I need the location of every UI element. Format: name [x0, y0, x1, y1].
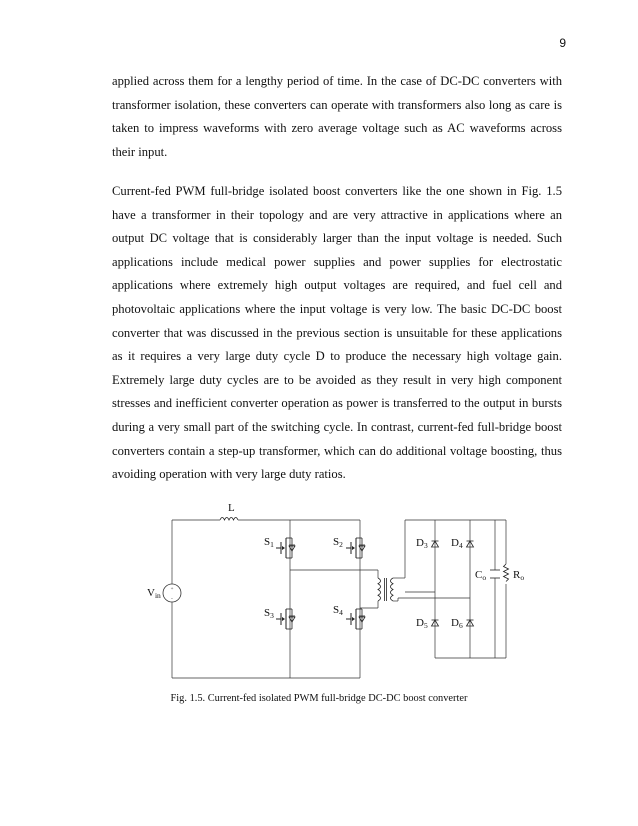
switch-s2-symbol	[346, 538, 365, 558]
label-s3: S3	[264, 607, 274, 620]
resistor-symbol	[504, 564, 509, 582]
svg-text:+: +	[170, 587, 174, 592]
circuit-figure	[140, 498, 530, 688]
label-s2: S2	[333, 536, 343, 549]
switch-s1-symbol	[276, 538, 295, 558]
figure-caption: Fig. 1.5. Current-fed isolated PWM full-bridge DC-DC boost converter	[170, 693, 468, 704]
switch-s4-symbol	[346, 609, 365, 629]
page-number: 9	[559, 36, 566, 50]
label-ro: Ro	[513, 569, 525, 582]
label-d4: D4	[451, 537, 463, 550]
label-d5: D5	[416, 617, 428, 630]
label-d6: D6	[451, 617, 463, 630]
transformer-symbol	[378, 578, 393, 601]
label-inductor: L	[228, 502, 235, 514]
capacitor-symbol	[490, 570, 500, 578]
label-s4: S4	[333, 604, 343, 617]
paragraph-2: Current-fed PWM full-bridge isolated boost converters like the one shown in Fig. 1.5 have a transformer in their topology and are very attractive in applications where an output DC voltage that is considerably larger than the input voltage is needed. Such applications include medical power supplies and power supplies for electrostatic applications where extremely high output voltages are required, and fuel cell and photovoltaic applications where the input voltage is very low. The basic DC-DC boost converter that was discussed in the previous section is unsuitable for these applications as it requires a very large duty cycle D to produce the necessary high voltage gain. Extremely large duty cycles are to be avoided as they result in very high component stresses and inefficient converter operation as power is transferred to the output in bursts during a very small part of the switching cycle. In contrast, current-fed full-bridge boost converters contain a step-up transformer, which can do additional voltage boosting, thus avoiding operation with very large duty ratios.	[112, 184, 562, 482]
label-d3: D3	[416, 537, 428, 550]
switch-s3-symbol	[276, 609, 295, 629]
label-co: Co	[475, 569, 487, 582]
label-vin: Vin	[147, 587, 161, 600]
circuit-diagram	[140, 498, 530, 688]
label-s1: S1	[264, 536, 274, 549]
svg-text:-: -	[171, 597, 173, 602]
inductor-symbol	[220, 518, 238, 521]
paragraph-1: applied across them for a lengthy period of time. In the case of DC-DC converters with transformer isolation, these converters can operate with transformers also long as care is taken to impress waveforms with zero average voltage such as AC waveforms across their input.	[112, 74, 562, 159]
